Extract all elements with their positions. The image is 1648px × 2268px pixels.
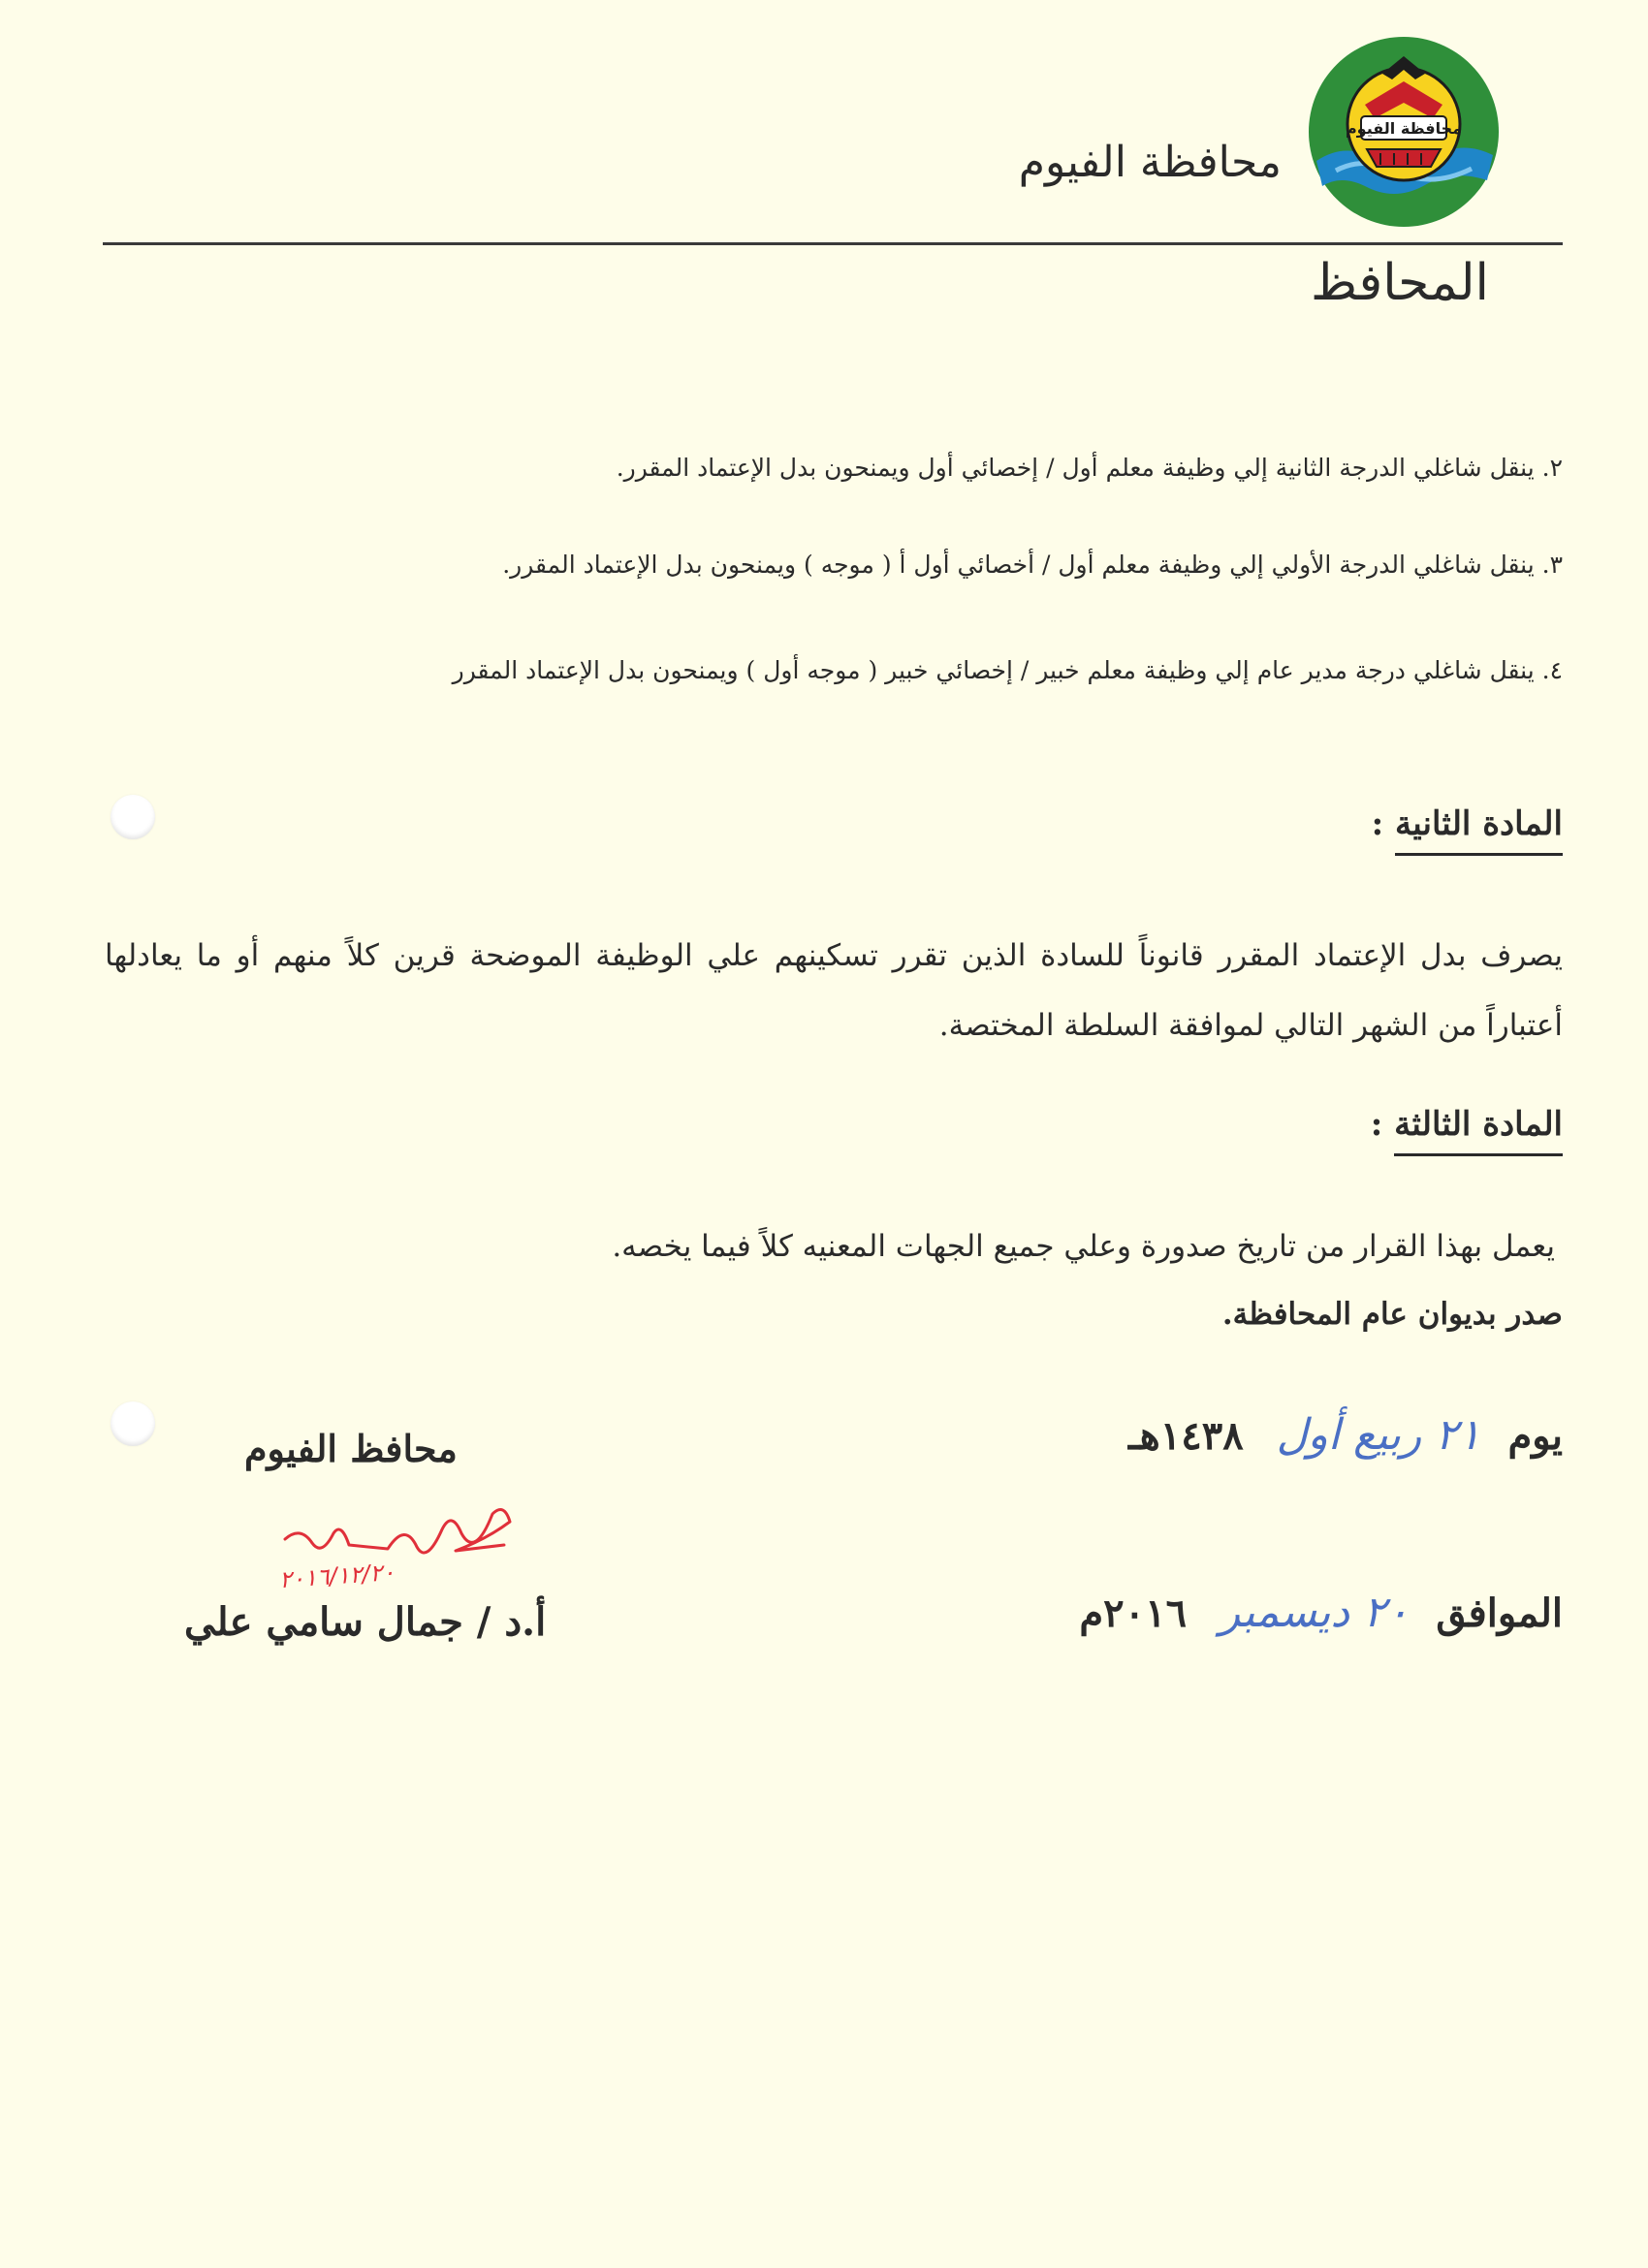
- day-label: يوم: [1507, 1413, 1563, 1459]
- governor-name: أ.د / جمال سامي علي: [184, 1599, 547, 1645]
- logo-text: محافظة الفيوم: [1345, 119, 1463, 138]
- gregorian-year: ٢٠١٦م: [1079, 1591, 1188, 1636]
- article-three-heading: المادة الثالثة :: [1371, 1105, 1563, 1144]
- article-three-label: المادة الثالثة: [1394, 1105, 1563, 1156]
- gregorian-date-row: [1073, 1588, 1563, 1637]
- gregorian-handwritten-date: ٢٠ ديسمبر: [1220, 1588, 1410, 1637]
- article-item-3: ٣. ينقل شاغلي الدرجة الأولي إلي وظيفة معلم أول / أخصائي أول أ ( موجه ) ويمنحون بدل الإعتماد المقرر.: [502, 551, 1563, 579]
- article-three-text: يعمل بهذا القرار من تاريخ صدورة وعلي جميع الجهات المعنيه كلاً فيما يخصه.: [612, 1229, 1555, 1264]
- article-two-text: يصرف بدل الإعتماد المقرر قانوناً للسادة الذين تقرر تسكينهم علي الوظيفة الموضحة قرين كلاً منهم أو ما يعادلها أعتباراً من الشهر التالي لموافقة السلطة المختصة.: [105, 938, 1563, 1043]
- article-two-label: المادة الثانية: [1395, 804, 1563, 856]
- issued-statement: صدر بديوان عام المحافظة.: [1221, 1297, 1563, 1332]
- hijri-year: ١٤٣٨هـ: [1127, 1413, 1244, 1459]
- governor-title: محافظ الفيوم: [244, 1427, 458, 1470]
- punch-hole: [111, 795, 155, 839]
- office-title: المحافظ: [1311, 254, 1489, 312]
- governorate-title: محافظة الفيوم: [1018, 138, 1282, 187]
- article-two-heading: المادة الثانية :: [1372, 804, 1563, 843]
- article-item-4: ٤. ينقل شاغلي درجة مدير عام إلي وظيفة معلم خبير / إخصائي خبير ( موجه أول ) ويمنحون بدل الإعتماد المقرر: [452, 656, 1563, 684]
- hijri-date-row: [1123, 1410, 1563, 1460]
- gregorian-label: الموافق: [1436, 1591, 1563, 1636]
- governorate-logo-icon: [1307, 35, 1501, 229]
- hijri-handwritten-date: ٢١ ربيع أول: [1276, 1410, 1481, 1460]
- header-divider: [103, 242, 1563, 245]
- signature-handwritten-date: ٢٠١٦/١٢/٢٠: [278, 1558, 396, 1594]
- punch-hole: [111, 1402, 155, 1446]
- article-item-2: ٢. ينقل شاغلي الدرجة الثانية إلي وظيفة معلم أول / إخصائي أول ويمنحون بدل الإعتماد المقرر.: [616, 454, 1563, 482]
